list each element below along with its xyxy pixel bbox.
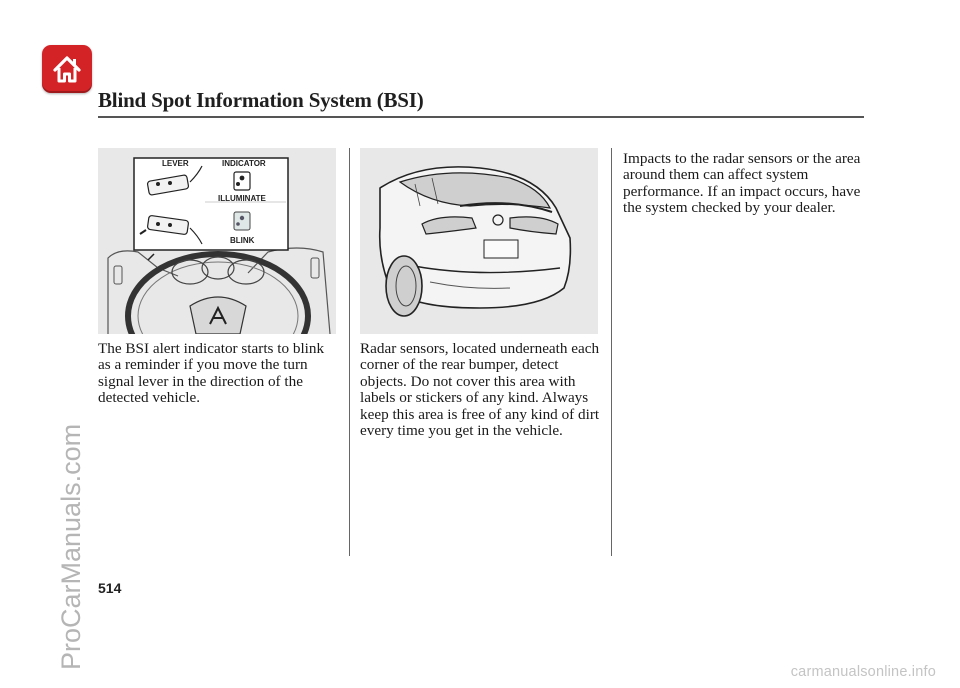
- page-title: Blind Spot Information System (BSI): [98, 88, 424, 112]
- watermark-bottom: carmanualsonline.info: [790, 664, 936, 680]
- label-indicator: INDICATOR: [222, 159, 266, 168]
- label-illuminate: ILLUMINATE: [218, 194, 266, 203]
- page-number: 514: [98, 580, 122, 596]
- watermark-side: ProCarManuals.com: [56, 423, 86, 670]
- paragraph-bsi-alert: The BSI alert indicator starts to blink as a reminder if you move the turn signal lever in the direction of the detected vehicle.: [98, 340, 325, 407]
- label-blink: BLINK: [230, 236, 255, 245]
- turn-signal-figure: [98, 148, 336, 334]
- label-lever: LEVER: [162, 159, 189, 168]
- column-divider: [349, 148, 350, 556]
- paragraph-impacts: Impacts to the radar sensors or the area around them can affect system performance. If an impact occurs, have the system checked by your dealer.: [623, 150, 861, 217]
- home-button[interactable]: [42, 45, 92, 93]
- home-icon: [49, 51, 85, 87]
- rear-bumper-figure: [360, 148, 598, 334]
- title-divider: [98, 116, 864, 118]
- paragraph-radar-sensors: Radar sensors, located underneath each corner of the rear bumper, detect objects. Do not cover this area with labels or stickers of any kind. Always keep this area is free of any kind of dirt every time you get in the vehicle.: [360, 340, 600, 440]
- column-divider: [611, 148, 612, 556]
